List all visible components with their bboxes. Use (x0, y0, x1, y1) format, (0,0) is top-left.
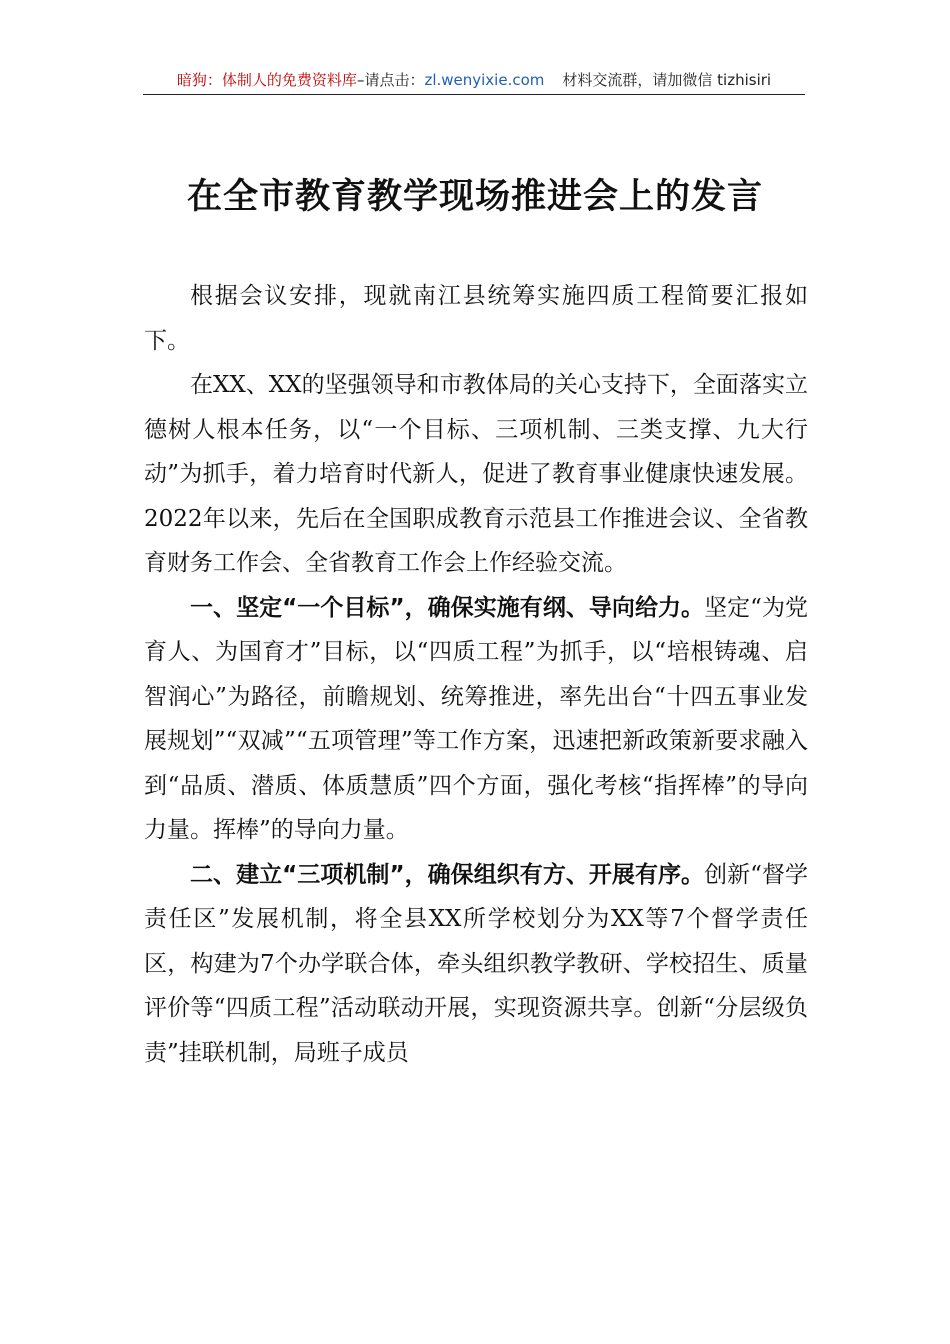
paragraph-section-two (144, 853, 808, 1076)
header-link[interactable]: zl.wenyixie.com (424, 71, 545, 89)
paragraph-text: 在XX、XX的坚强领导和市教体局的关心支持下，全面落实立德树人根本任务，以“一个目标、三项机制、三类支撑、九大行动”为抓手，着力培育时代新人，促进了教育事业健康快速发展。2022年以来，先后在全国职成教育示范县工作推进会议、全省教育财务工作会、全省教育工作会上作经验交流。 (144, 372, 808, 576)
header-brand: 暗狗：体制人的免费资料库 (176, 71, 357, 89)
paragraph-text: 根据会议安排，现就南江县统筹实施四质工程简要汇报如下。 (144, 283, 808, 354)
section-heading: 二、建立“三项机制”，确保组织有方、开展有序。 (190, 861, 705, 888)
paragraph-intro (144, 274, 808, 363)
header-contact: 材料交流群，请加微信 tizhisiri (562, 71, 772, 89)
header-prompt: –请点击： (356, 71, 425, 89)
document-body (144, 274, 808, 1075)
paragraph-section-one (144, 586, 808, 853)
document-title: 在全市教育教学现场推进会上的发言 (186, 176, 763, 217)
section-heading: 一、坚定“一个目标”，确保实施有纲、导向给力。 (190, 594, 705, 621)
paragraph-text: 创新“督学责任区”发展机制，将全县XX所学校划分为XX等7个督学责任区，构建为7个办学联合体，牵头组织教学教研、学校招生、质量评价等“四质工程”活动联动开展，实现资源共享。创新“分层级负责”挂联机制，局班子成员 (144, 861, 809, 1066)
paragraph-background (144, 363, 808, 586)
paragraph-text: 坚定“为党育人、为国育才”目标，以“四质工程”为抓手，以“培根铸魂、启智润心”为路径，前瞻规划、统筹推进，率先出台“十四五事业发展规划”“双减”“五项管理”等工作方案，迅速把新政策新要求融入到“品质、潜质、体质慧质”四个方面，强化考核“指挥棒”的导向力量。挥棒”的导向力量。 (144, 594, 809, 843)
page-header (143, 66, 805, 95)
